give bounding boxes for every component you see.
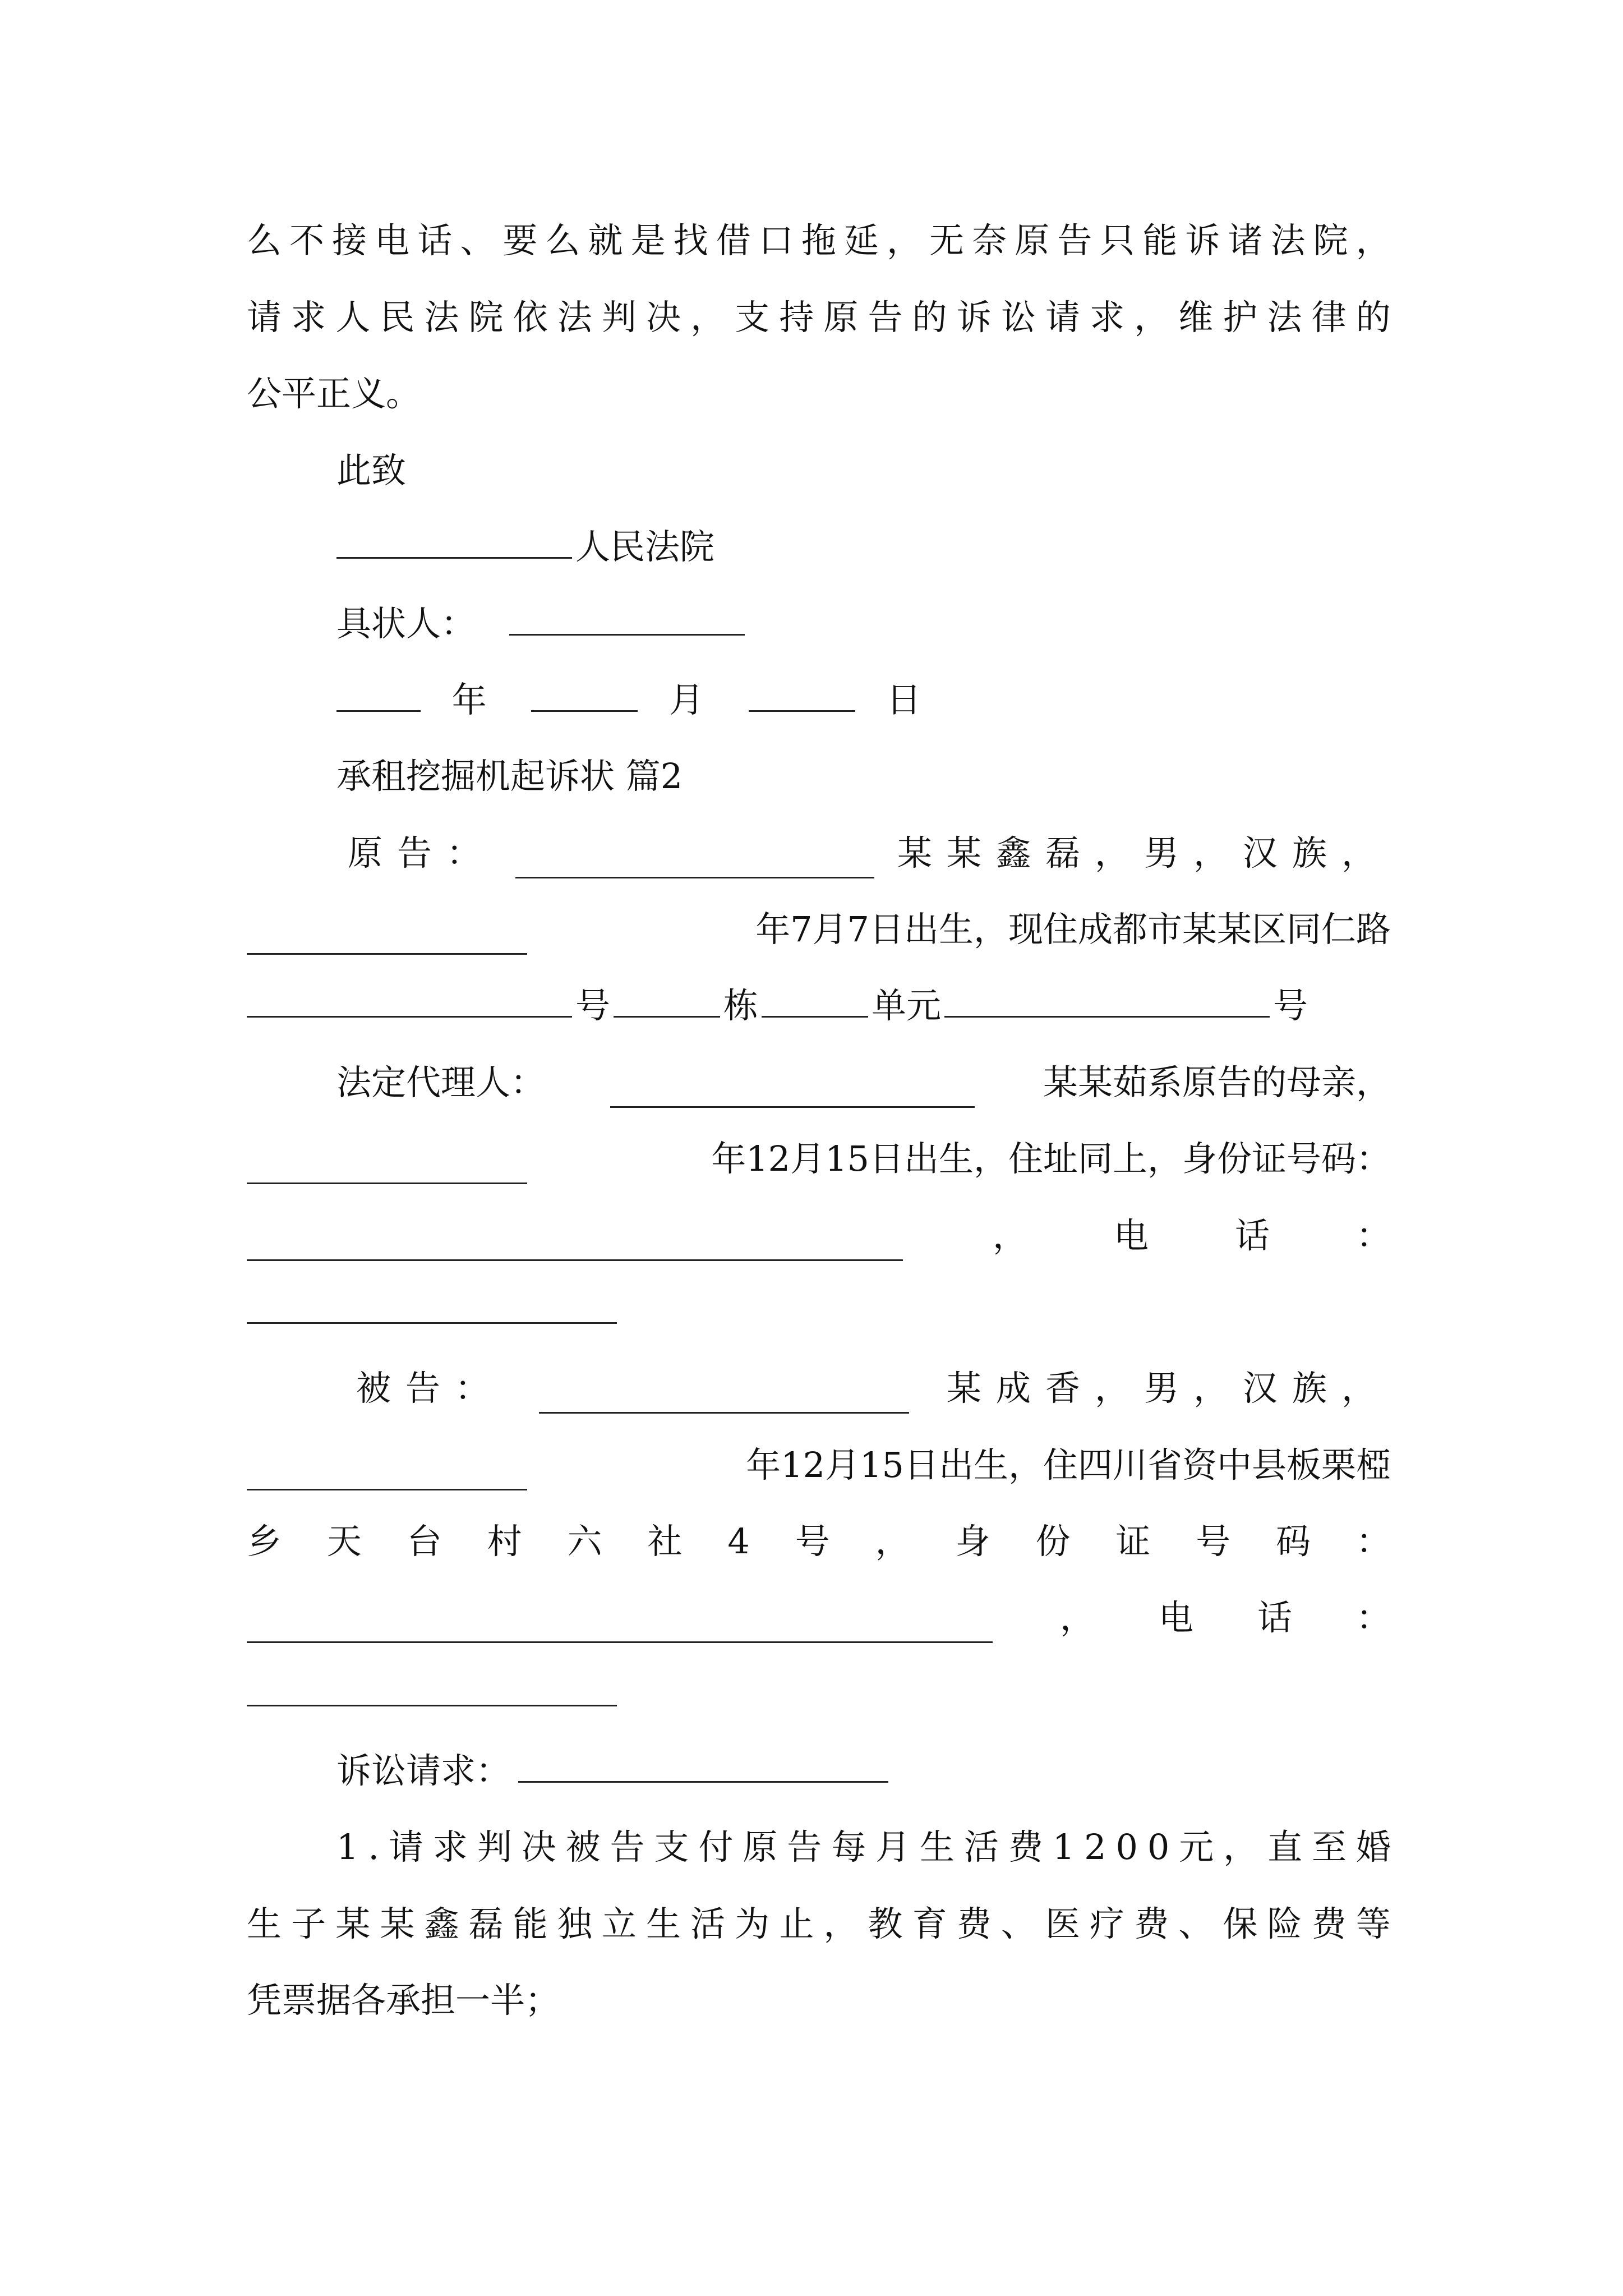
month-label: 月: [669, 679, 704, 720]
signer-line: [336, 599, 1391, 649]
address-char: 份: [1035, 1521, 1071, 1562]
claims-label: 诉讼请求：: [336, 1750, 511, 1791]
address-char: 号: [1196, 1521, 1231, 1562]
defendant-address-line: [247, 1516, 1391, 1567]
phone-char: 话: [1234, 1215, 1270, 1256]
salutation-text: 此致: [336, 450, 407, 491]
phone-char: 电: [1113, 1215, 1149, 1256]
paragraph-line: [247, 215, 1391, 266]
year-label: 年: [451, 679, 487, 720]
claim-item-text: 生 子 某 某 鑫 磊 能 独 立 生 活 为 止 ， 教 育 费 、 医 疗 费 、 保 险 费 等: [247, 1903, 1391, 1944]
plaintiff-line: [348, 828, 1391, 878]
paragraph-text: 么 不 接 电 话 、 要 么 就 是 找 借 口 拖 延 ， 无 奈 原 告 只 能 诉 诸 法 院 ，: [247, 220, 1391, 261]
address-char: 社: [647, 1521, 683, 1562]
signer-blank: [509, 600, 745, 636]
defendant-id-number-blank: [247, 1608, 993, 1643]
section-title: [336, 751, 1391, 802]
address-char: 天: [326, 1521, 362, 1562]
phone-char: 话: [1257, 1597, 1292, 1638]
address-hao-label: 号: [575, 985, 611, 1026]
court-line: [336, 522, 1391, 572]
court-name-blank: [336, 523, 572, 559]
address-char: ：: [1355, 1521, 1391, 1562]
agent-id-line: [247, 1211, 1391, 1261]
address-room-label: 号: [1273, 985, 1308, 1026]
address-building-blank: [614, 982, 720, 1018]
address-char: 身: [955, 1521, 990, 1562]
month-blank: [531, 677, 638, 712]
plaintiff-id-blank: [515, 843, 874, 878]
claim-item-line: [247, 1899, 1391, 1949]
claim-item-text: 1 . 请 求 判 决 被 告 支 付 原 告 每 月 生 活 费 1 2 0 0 元 ， 直 至 婚: [336, 1826, 1391, 1867]
defendant-birth-text: 年12月15日出生，住四川省资中县板栗椏: [746, 1444, 1391, 1485]
defendant-phone-line: [247, 1669, 1391, 1720]
address-char: 证: [1115, 1521, 1151, 1562]
address-building-label: 栋: [723, 985, 759, 1026]
agent-desc: 某某茹系原告的母亲，: [1043, 1062, 1391, 1103]
claims-line: [336, 1746, 1391, 1796]
signer-label: 具状人：: [336, 603, 476, 644]
plaintiff-address-line: [247, 981, 1391, 1031]
address-road-blank: [247, 982, 572, 1018]
defendant-birth-line: [247, 1440, 1391, 1490]
agent-line: [336, 1057, 1391, 1108]
agent-year-blank: [247, 1149, 527, 1184]
agent-birth-text: 年12月15日出生，住址同上，身份证号码：: [711, 1138, 1391, 1179]
agent-phone-line: [247, 1287, 1391, 1337]
claim-item-text: 凭票据各承担一半；: [247, 1980, 560, 2021]
agent-id-blank: [247, 1226, 903, 1261]
plaintiff-year-blank: [247, 919, 527, 955]
plaintiff-birth-text: 年7月7日出生，现住成都市某某区同仁路: [755, 909, 1391, 950]
day-blank: [749, 677, 855, 712]
defendant-comma: ，: [1059, 1597, 1095, 1638]
plaintiff-label: 原告：: [348, 832, 496, 873]
defendant-id-line: [247, 1593, 1391, 1643]
address-char: 号: [795, 1521, 830, 1562]
defendant-phone-blank: [247, 1671, 617, 1706]
phone-char: ：: [1355, 1215, 1391, 1256]
year-blank: [336, 677, 421, 712]
address-char: 台: [407, 1521, 442, 1562]
claims-blank: [518, 1747, 888, 1783]
day-label: 日: [886, 679, 921, 720]
address-room-blank: [944, 982, 1270, 1018]
plaintiff-name-desc: 某某鑫磊，男，汉族，: [897, 832, 1391, 873]
claim-item-line: [336, 1822, 1391, 1872]
agent-label: 法定代理人：: [336, 1062, 546, 1103]
section-title-text: 承租挖掘机起诉状 篇2: [336, 756, 683, 797]
address-unit-label: 单元: [872, 985, 942, 1026]
address-char: 六: [567, 1521, 602, 1562]
paragraph-line: [247, 292, 1391, 343]
agent-comma: ，: [992, 1215, 1027, 1256]
plaintiff-birth-line: [247, 904, 1391, 955]
address-char: 乡: [247, 1521, 282, 1562]
paragraph-text: 请 求 人 民 法 院 依 法 判 决 ， 支 持 原 告 的 诉 讼 请 求 ， 维 护 法 律 的: [247, 297, 1391, 338]
salutation: [336, 445, 1391, 496]
paragraph-text: 公平正义。: [247, 373, 421, 414]
defendant-label: 被告：: [356, 1368, 505, 1409]
defendant-line: [356, 1363, 1391, 1414]
address-char: 码: [1276, 1521, 1311, 1562]
court-text: 人民法院: [575, 526, 715, 567]
agent-birth-line: [247, 1134, 1391, 1184]
agent-name-blank: [610, 1073, 975, 1108]
address-char: 村: [487, 1521, 522, 1562]
phone-char: ：: [1355, 1597, 1391, 1638]
defendant-year-blank: [247, 1455, 527, 1490]
paragraph-line: [247, 369, 1391, 419]
phone-char: 电: [1158, 1597, 1193, 1638]
defendant-name-desc: 某成香，男，汉族，: [946, 1368, 1391, 1409]
address-char: ，: [875, 1521, 910, 1562]
date-line: [336, 675, 1391, 725]
defendant-id-blank: [539, 1378, 909, 1414]
agent-phone-blank: [247, 1289, 617, 1324]
address-unit-blank: [762, 982, 868, 1018]
claim-item-line: [247, 1975, 1391, 2026]
address-char: 4: [727, 1521, 750, 1562]
